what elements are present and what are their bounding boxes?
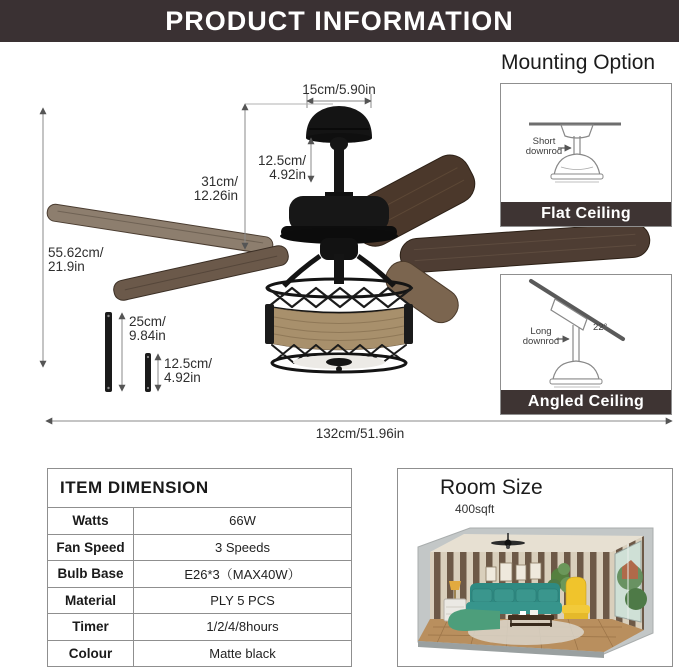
table-row-colour xyxy=(48,641,351,667)
dim-long-rod-1: 25cm/ xyxy=(129,314,166,329)
armchair-yellow xyxy=(562,577,590,619)
dim-total-height-2: 21.9in xyxy=(48,259,85,274)
row-label: Colour xyxy=(48,641,134,667)
item-dimension-table xyxy=(47,468,352,667)
fan-canopy xyxy=(306,106,372,151)
dim-short-rod-1: 12.5cm/ xyxy=(164,356,213,371)
row-value: E26*3（MAX40W） xyxy=(184,567,301,583)
page-title-banner xyxy=(0,0,679,42)
long-downrod-part xyxy=(105,312,112,392)
flat-note-1: Short xyxy=(532,136,556,147)
row-label: Fan Speed xyxy=(48,535,134,561)
angled-ceiling-card xyxy=(500,274,672,415)
fan-blade-right xyxy=(399,222,651,273)
flat-note-2: downrod xyxy=(525,146,563,157)
flat-ceiling-diagram xyxy=(501,84,671,202)
table-title: ITEM DIMENSION xyxy=(48,469,351,508)
table-row-timer xyxy=(48,614,351,641)
row-label: Timer xyxy=(48,614,134,640)
angled-ceiling-caption: Angled Ceiling xyxy=(501,390,671,414)
angled-ceiling-diagram xyxy=(501,275,671,390)
dim-blade-sweep: 132cm/51.96in xyxy=(315,426,405,441)
fan-motor-housing xyxy=(280,192,398,260)
mounting-option-heading: Mounting Option xyxy=(501,51,656,74)
angled-note-2: downrod xyxy=(522,336,560,347)
dim-long-rod-2: 9.84in xyxy=(129,328,166,343)
dim-fan-height-1: 31cm/ xyxy=(201,174,238,189)
fan-downrod xyxy=(334,148,344,196)
row-value: Matte black xyxy=(209,646,276,662)
row-label: Watts xyxy=(48,508,134,534)
page-title: PRODUCT INFORMATION xyxy=(165,5,514,36)
dim-canopy-width: 15cm/5.90in xyxy=(302,82,376,97)
table-row-bulb-base xyxy=(48,561,351,588)
dim-short-rod-2: 4.92in xyxy=(164,370,201,385)
room-size-value: 400sqft xyxy=(455,502,495,516)
row-value: 66W xyxy=(229,513,256,529)
room-illustration xyxy=(408,519,662,661)
row-label: Material xyxy=(48,588,134,614)
table-row-watts xyxy=(48,508,351,535)
room-size-heading: Room Size xyxy=(440,476,543,499)
table-row-fan-speed xyxy=(48,535,351,562)
dim-fan-height-2: 12.26in xyxy=(193,188,238,203)
row-label: Bulb Base xyxy=(48,561,134,587)
table-row-material xyxy=(48,588,351,615)
angled-note-1: Long xyxy=(530,326,552,337)
dim-downrod-2: 4.92in xyxy=(269,167,306,182)
row-value: 1/2/4/8hours xyxy=(206,619,279,635)
dim-total-height-1: 55.62cm/ xyxy=(48,245,104,260)
room-size-panel xyxy=(397,468,673,667)
short-downrod-part xyxy=(145,353,151,392)
fan-blade-bottom-left xyxy=(112,244,290,302)
row-value: PLY 5 PCS xyxy=(210,592,275,608)
dim-downrod-1: 12.5cm/ xyxy=(257,153,306,168)
angled-angle-label: 22° xyxy=(593,322,608,333)
row-value: 3 Speeds xyxy=(215,539,270,555)
flat-ceiling-card xyxy=(500,83,672,227)
flat-ceiling-caption: Flat Ceiling xyxy=(501,202,671,226)
